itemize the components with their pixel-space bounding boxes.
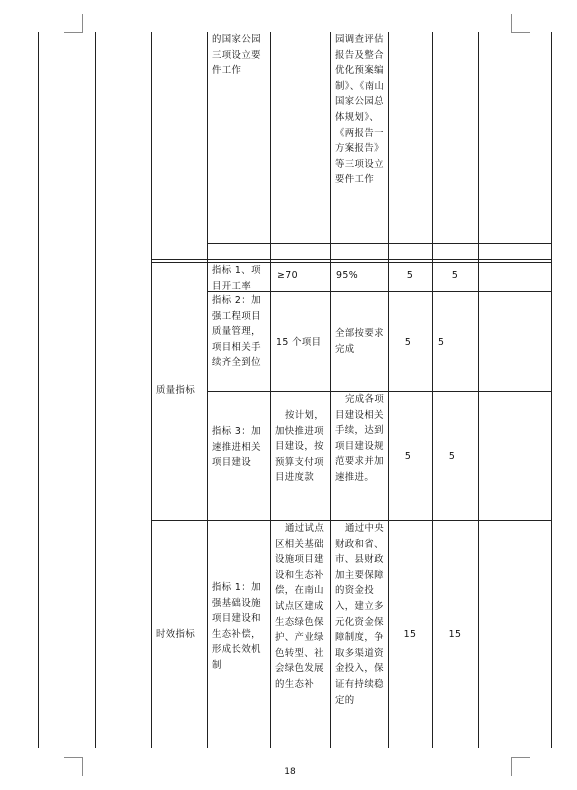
grid-col-line-3 (207, 32, 208, 748)
quality-indicator-1-target: ≥70 (277, 270, 298, 281)
quality-indicator-3-target: 按计划，加快推进项目建设，按预算支付项目进度款 (275, 410, 325, 484)
crop-mark-top-right (511, 14, 530, 33)
grid-row-line-c (151, 262, 551, 263)
grid-col-line-2 (151, 32, 152, 748)
quality-indicator-2-name: 指标 2：加强工程项目质量管理，项目相关手续齐全到位 (212, 295, 261, 369)
timeliness-indicator-1-weight: 15 (403, 629, 417, 640)
quality-indicator-3-weight: 5 (404, 451, 412, 462)
quality-indicator-1-score: 5 (451, 270, 459, 281)
quality-indicator-3-score: 5 (448, 451, 456, 462)
timeliness-indicator-1-score: 15 (448, 629, 462, 640)
quality-indicator-2-actual: 全部按要求完成 (335, 328, 384, 355)
crop-mark-bottom-left (64, 757, 83, 776)
grid-col-line-1 (95, 32, 96, 748)
grid-row-line-a (207, 243, 551, 244)
timeliness-indicator-1-name: 指标 1：加强基础设施项目建设和生态补偿，形成长效机制 (212, 582, 261, 671)
quality-indicator-3-actual: 完成各项目建设相关手续，达到项目建设规范要求并加速推进。 (335, 394, 385, 483)
grid-col-line-5 (330, 32, 331, 748)
timeliness-category-label: 时效指标 (156, 629, 196, 640)
grid-col-line-9 (551, 32, 552, 748)
grid-col-line-8 (478, 32, 479, 748)
quality-indicator-2-weight: 5 (404, 337, 412, 348)
quality-category-label: 质量指标 (156, 385, 196, 396)
crop-mark-bottom-right (511, 757, 530, 776)
timeliness-indicator-1-target: 通过试点区相关基础设施项目建设和生态补偿，在南山试点区建成生态绿色保护、产业绿色转型、社会绿色发展的生态补 (275, 523, 325, 690)
timeliness-indicator-1-actual: 通过中央财政和省、市、县财政加主要保障的资金投入，建立多元化资金保障制度，争取多渠道资金投入，保证有持续稳定的 (335, 523, 385, 706)
quality-indicator-2-score: 5 (438, 337, 445, 348)
quality-indicator-1-actual: 95% (336, 270, 359, 281)
quality-indicator-1-weight: 5 (406, 270, 414, 281)
grid-col-line-4 (270, 32, 271, 748)
grid-col-line-0 (38, 32, 39, 748)
prev-indicator-cell: 的国家公园三项设立要件工作 (212, 34, 261, 77)
grid-row-line-b (151, 259, 551, 260)
quality-indicator-2-target: 15 个项目 (276, 337, 322, 348)
crop-mark-top-left (64, 14, 83, 33)
quality-indicator-3-name: 指标 3：加速推进相关项目建设 (212, 426, 261, 469)
page-number: 18 (284, 767, 296, 777)
quality-indicator-1-name: 指标 1、项目开工率 (212, 265, 261, 292)
prev-actual-cell: 园调查评估报告及整合优化预案编制》、《南山国家公园总体规划》、《两报告一方案报告》等三项设立要件工作 (335, 34, 385, 186)
